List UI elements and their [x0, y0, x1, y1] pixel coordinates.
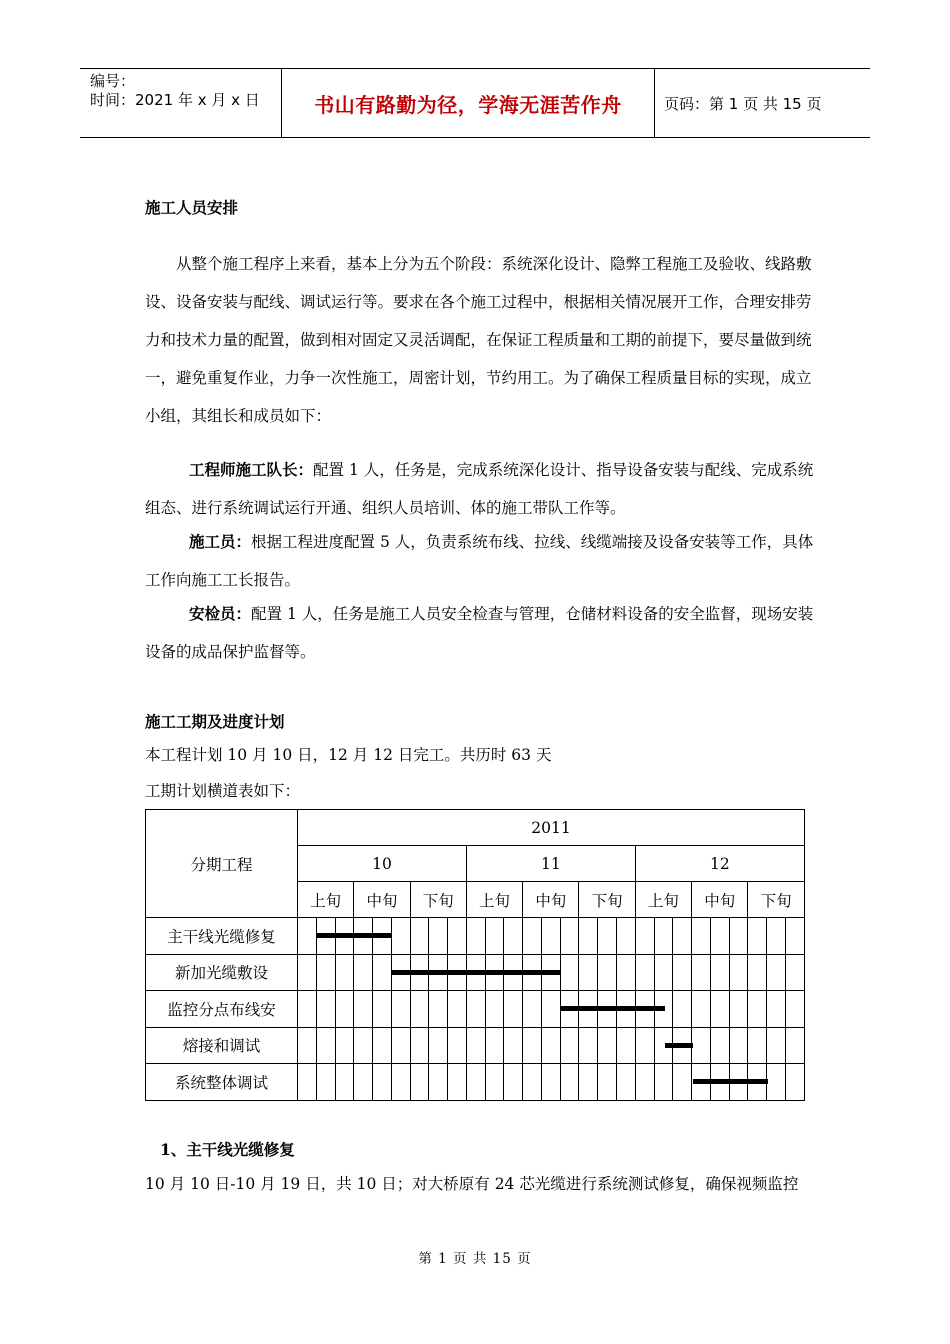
gantt-bar [561, 1006, 664, 1011]
gantt-cell [785, 1027, 804, 1064]
role-paragraph-leader [145, 451, 815, 527]
section-title-staffing: 施工人员安排 [145, 198, 239, 217]
gantt-cell [373, 954, 392, 991]
gantt-cell [354, 1064, 373, 1101]
gantt-cell [635, 918, 654, 955]
gantt-period: 中旬 [692, 882, 748, 918]
gantt-cell [391, 1027, 410, 1064]
intro-paragraph: 从整个施工程序上来看，基本上分为五个阶段：系统深化设计、隐弊工程施工及验收、线路敷设、设备安装与配线、调试运行等。要求在各个施工过程中，根据相关情况展开工作，合理安排劳力和技术力量的配置，做到相对固定又灵活调配，在保证工程质量和工期的前提下，要尽量做到统一，避免重复作业，力争一次性施工，周密计划，节约用工。为了确保工程质量目标的实现，成立小组，其组长和成员如下： [145, 255, 812, 425]
gantt-cell [354, 991, 373, 1028]
gantt-cell [335, 1027, 354, 1064]
gantt-cell [316, 1064, 335, 1101]
gantt-cell [485, 991, 504, 1028]
role-label: 工程师施工队长： [189, 460, 314, 479]
gantt-cell [785, 991, 804, 1028]
gantt-cell [692, 918, 711, 955]
gantt-cell [729, 954, 748, 991]
gantt-body [146, 918, 805, 1101]
gantt-cell [373, 1027, 392, 1064]
gantt-task-name: 熔接和调试 [146, 1027, 298, 1064]
gantt-cell [354, 1027, 373, 1064]
gantt-task-row [146, 918, 805, 955]
gantt-task-row [146, 1027, 805, 1064]
gantt-cell [579, 1064, 598, 1101]
gantt-cell [748, 954, 767, 991]
gantt-cell [354, 954, 373, 991]
role-text: 根据工程进度配置 5 人，负责系统布线、拉线、线缆端接及设备安装等工作，具体工作向施工工长报告。 [145, 533, 814, 589]
gantt-period: 下旬 [748, 882, 805, 918]
gantt-cell [523, 1064, 542, 1101]
gantt-task-name: 系统整体调试 [146, 1064, 298, 1101]
gantt-cell [504, 1027, 523, 1064]
gantt-cell [598, 1027, 617, 1064]
table-intro-line: 工期计划横道表如下： [145, 782, 301, 800]
gantt-task-row [146, 1064, 805, 1101]
gantt-task-name: 监控分点布线安 [146, 991, 298, 1028]
gantt-cell [710, 918, 729, 955]
gantt-cell [767, 954, 786, 991]
section-title-schedule: 施工工期及进度计划 [145, 712, 285, 731]
gantt-cell [335, 991, 354, 1028]
gantt-cell [748, 991, 767, 1028]
gantt-cell [466, 1027, 485, 1064]
gantt-cell [504, 1064, 523, 1101]
gantt-cell [673, 991, 692, 1028]
gantt-cell [316, 991, 335, 1028]
gantt-cell [504, 991, 523, 1028]
gantt-cell [541, 918, 560, 955]
gantt-month: 12 [635, 846, 804, 882]
number-label: 编号： [90, 72, 136, 90]
gantt-cell [617, 1027, 636, 1064]
gantt-table [145, 809, 805, 1101]
gantt-period: 中旬 [523, 882, 579, 918]
gantt-cell [560, 918, 579, 955]
gantt-period: 下旬 [579, 882, 635, 918]
gantt-cell [429, 1027, 448, 1064]
gantt-month: 11 [466, 846, 635, 882]
gantt-cell [635, 1027, 654, 1064]
gantt-cell [692, 1027, 711, 1064]
gantt-cell [729, 918, 748, 955]
gantt-cell [579, 1027, 598, 1064]
gantt-cell [767, 1064, 786, 1101]
gantt-cell [767, 918, 786, 955]
gantt-cell [560, 1064, 579, 1101]
role-label: 施工员： [189, 532, 252, 551]
gantt-cell [710, 954, 729, 991]
gantt-cell [485, 1027, 504, 1064]
gantt-cell [316, 1027, 335, 1064]
gantt-cell [485, 918, 504, 955]
gantt-cell [373, 1064, 392, 1101]
gantt-task-row [146, 991, 805, 1028]
gantt-cell [785, 918, 804, 955]
header-table [80, 68, 870, 138]
gantt-cell [729, 1027, 748, 1064]
gantt-cell [335, 1064, 354, 1101]
gantt-cell [710, 1027, 729, 1064]
gantt-cell [523, 918, 542, 955]
gantt-cell [485, 1064, 504, 1101]
gantt-cell [729, 991, 748, 1028]
gantt-bar [665, 1043, 693, 1048]
trunk-line: 10 月 10 日-10 月 19 日，共 10 日；对大桥原有 24 芯光缆进行系统测试修复，确保视频监控 [145, 1175, 799, 1193]
gantt-cell [410, 991, 429, 1028]
gantt-cell [298, 918, 317, 955]
gantt-cell [391, 918, 410, 955]
gantt-cell [673, 1064, 692, 1101]
gantt-cell [429, 918, 448, 955]
role-text: 配置 1 人，任务是，完成系统深化设计、指导设备安装与配线、完成系统组态、进行系统调试运行开通、组织人员培训、体的施工带队工作等。 [145, 461, 814, 517]
gantt-cell [410, 1064, 429, 1101]
gantt-cell [748, 918, 767, 955]
gantt-period: 下旬 [410, 882, 466, 918]
gantt-cell [785, 954, 804, 991]
gantt-cell [654, 1064, 673, 1101]
gantt-cell [541, 1064, 560, 1101]
gantt-cell [598, 1064, 617, 1101]
gantt-cell [448, 1064, 467, 1101]
gantt-cell [429, 991, 448, 1028]
role-label: 安检员： [189, 604, 252, 623]
gantt-cell [710, 991, 729, 1028]
gantt-cell [448, 991, 467, 1028]
gantt-cell [541, 991, 560, 1028]
gantt-cell [504, 918, 523, 955]
gantt-cell [466, 991, 485, 1028]
gantt-cell [635, 954, 654, 991]
section-title-trunk: 1、主干线光缆修复 [160, 1140, 295, 1159]
gantt-cell [391, 991, 410, 1028]
gantt-cell [541, 1027, 560, 1064]
gantt-cell [617, 954, 636, 991]
time-label: 时间：2021 年 x 月 x 日 [90, 91, 260, 109]
gantt-header-label: 分期工程 [146, 810, 298, 918]
gantt-cell [298, 954, 317, 991]
header-motto: 书山有路勤为径，学海无涯苦作舟 [281, 69, 655, 137]
gantt-cell [617, 1064, 636, 1101]
gantt-cell [448, 918, 467, 955]
gantt-cell [298, 991, 317, 1028]
gantt-cell [692, 954, 711, 991]
gantt-cell [448, 1027, 467, 1064]
role-text: 配置 1 人，任务是施工人员安全检查与管理，仓储材料设备的安全监督，现场安装设备的成品保护监督等。 [145, 605, 814, 661]
gantt-cell [560, 1027, 579, 1064]
gantt-cell [579, 918, 598, 955]
gantt-cell [598, 954, 617, 991]
gantt-period: 上旬 [466, 882, 522, 918]
gantt-cell [748, 1027, 767, 1064]
schedule-line: 本工程计划 10 月 10 日，12 月 12 日完工。共历时 63 天 [145, 746, 552, 764]
gantt-cell [523, 1027, 542, 1064]
gantt-cell [429, 1064, 448, 1101]
gantt-cell [598, 918, 617, 955]
gantt-task-name: 新加光缆敷设 [146, 954, 298, 991]
gantt-period: 中旬 [354, 882, 410, 918]
gantt-cell [673, 918, 692, 955]
gantt-bar [693, 1079, 768, 1084]
gantt-cell [654, 918, 673, 955]
gantt-cell [335, 954, 354, 991]
gantt-bar [317, 933, 392, 938]
gantt-task-row [146, 954, 805, 991]
gantt-cell [373, 991, 392, 1028]
gantt-cell [767, 1027, 786, 1064]
role-paragraph-inspector [145, 595, 815, 671]
gantt-cell [410, 1027, 429, 1064]
gantt-cell [298, 1064, 317, 1101]
gantt-bar [392, 970, 561, 975]
gantt-cell [466, 1064, 485, 1101]
role-paragraph-worker [145, 523, 815, 599]
gantt-cell [298, 1027, 317, 1064]
gantt-cell [654, 954, 673, 991]
gantt-cell [579, 954, 598, 991]
gantt-cell [617, 918, 636, 955]
gantt-period: 上旬 [635, 882, 691, 918]
gantt-cell [410, 918, 429, 955]
gantt-cell [673, 954, 692, 991]
gantt-period: 上旬 [298, 882, 354, 918]
gantt-cell [466, 918, 485, 955]
gantt-cell [560, 954, 579, 991]
gantt-task-name: 主干线光缆修复 [146, 918, 298, 955]
gantt-cell [692, 991, 711, 1028]
gantt-cell [316, 954, 335, 991]
header-meta-cell [80, 69, 280, 137]
gantt-year: 2011 [298, 810, 805, 846]
gantt-cell [767, 991, 786, 1028]
gantt-cell [785, 1064, 804, 1101]
gantt-month: 10 [298, 846, 467, 882]
header-page-info: 页码：第 1 页 共 15 页 [664, 94, 822, 113]
gantt-cell [635, 1064, 654, 1101]
gantt-cell [523, 991, 542, 1028]
page-footer: 第 1 页 共 15 页 [418, 1251, 532, 1267]
gantt-cell [391, 1064, 410, 1101]
